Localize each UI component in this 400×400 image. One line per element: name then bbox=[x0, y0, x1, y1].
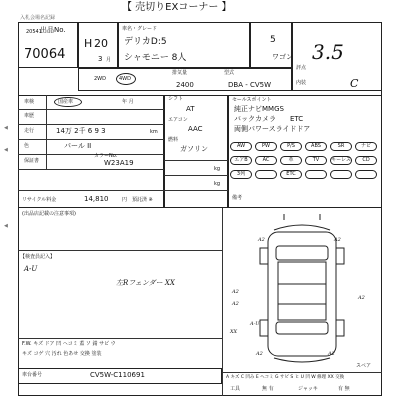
era: H bbox=[84, 37, 93, 50]
equipment-chip: ABS bbox=[305, 142, 327, 151]
inspection-label: 車検 bbox=[24, 99, 35, 105]
margin-marks-2: ◀ bbox=[4, 147, 8, 153]
damage-mark-1: A2 bbox=[258, 237, 265, 243]
chassis-number: CV5W-C110691 bbox=[90, 371, 145, 379]
equipment-chip: エアB bbox=[230, 156, 252, 165]
fuel-value: ガソリン bbox=[180, 145, 208, 153]
equipment-chip bbox=[355, 170, 377, 179]
weight-unit-1: kg bbox=[214, 166, 221, 172]
inspector-footer-2: キズ コゲ 穴 汚れ 色あせ 交換 塗装 bbox=[22, 351, 102, 357]
rear-bumper bbox=[274, 358, 330, 362]
inspector-note-1: A-U bbox=[24, 265, 38, 273]
recycle-unit: 円 bbox=[122, 197, 128, 203]
rear-window bbox=[276, 322, 328, 334]
equipment-chip: AW bbox=[230, 142, 252, 151]
mileage-label: 走行 bbox=[24, 128, 35, 134]
inspector-label: 【検査員記入】 bbox=[20, 254, 56, 260]
damage-mark-9: A-U bbox=[250, 321, 260, 327]
body-type: ワゴン bbox=[272, 53, 293, 61]
spare-label: スペア bbox=[356, 363, 372, 369]
wheel-front-right bbox=[336, 248, 344, 264]
damage-mark-3: A2 bbox=[232, 289, 239, 295]
sales-point-3: 両側パワースライドドア bbox=[234, 125, 311, 133]
damage-mark-8: XX bbox=[230, 329, 238, 335]
chassis-label: 車台番号 bbox=[22, 372, 43, 378]
equipment-chip: CD bbox=[355, 156, 377, 165]
margin-marks: ◀ bbox=[4, 125, 8, 131]
sales-note-label: 備考 bbox=[232, 195, 243, 201]
inspection-unit: 年 月 bbox=[122, 99, 134, 105]
lot-label: 出品No. bbox=[40, 26, 66, 34]
fuel-label: 燃料 bbox=[168, 137, 179, 143]
first-reg-month: 3 bbox=[98, 55, 103, 63]
lot-number: 70064 bbox=[24, 47, 66, 62]
equipment-chip: ナビ bbox=[355, 142, 377, 151]
doors: 5 bbox=[270, 35, 276, 45]
ac-value: AAC bbox=[188, 125, 203, 133]
car-name: デリカD:5 bbox=[124, 37, 167, 47]
equipment-chip bbox=[255, 170, 277, 179]
wheel-front-left bbox=[260, 248, 268, 264]
equipment-chip: キーレス bbox=[331, 157, 351, 163]
equipment-chip: ETC bbox=[280, 170, 302, 179]
equipment-chip: PW bbox=[255, 142, 277, 151]
recycle-value: 14,810 bbox=[84, 195, 109, 203]
vehicle-diagram bbox=[224, 212, 380, 372]
damage-mark-6: A2 bbox=[256, 351, 263, 357]
equipment-chip bbox=[330, 170, 352, 179]
drive-4wd: 4WD bbox=[119, 76, 131, 82]
tools-value: 無 有 bbox=[262, 386, 274, 392]
sales-point-2: バックカメラ ETC bbox=[234, 115, 304, 123]
equipment-chip: SR bbox=[330, 142, 352, 151]
damage-mark-5: A2 bbox=[358, 295, 365, 301]
lot-prefix: 20541 bbox=[26, 29, 42, 35]
mileage-unit: km bbox=[150, 129, 158, 135]
color-label: 色 bbox=[24, 143, 30, 149]
damage-mark-4: A2 bbox=[232, 301, 239, 307]
jack-value: 有 無 bbox=[338, 386, 350, 392]
weight-unit-2: kg bbox=[214, 181, 221, 187]
equipment-chip: 3列 bbox=[230, 170, 252, 179]
drive-2wd: 2WD bbox=[94, 76, 106, 82]
interior-score: C bbox=[350, 77, 359, 90]
tools-label: 工具 bbox=[230, 386, 241, 392]
color-value: パール II bbox=[64, 142, 92, 150]
score-label: 評点 bbox=[296, 65, 307, 71]
spec-table bbox=[18, 95, 164, 208]
month-unit: 月 bbox=[106, 57, 112, 63]
mileage-value: 14万 2千 6 9 3 bbox=[56, 127, 106, 135]
shift-label: シフト bbox=[168, 96, 184, 102]
venue-record-label: 入札会場名記録 bbox=[20, 15, 56, 21]
equipment-chip: P/S bbox=[280, 142, 302, 151]
equipment-chip: 革 bbox=[280, 156, 302, 165]
ac-label: エアコン bbox=[168, 117, 188, 123]
history-label: 車歴 bbox=[24, 113, 35, 119]
recycle-label: リサイクル料金 bbox=[22, 197, 57, 203]
windshield bbox=[276, 246, 328, 260]
grade-score: 3.5 bbox=[312, 40, 344, 64]
doors-box bbox=[250, 22, 292, 68]
other-label: 保証書 bbox=[24, 158, 40, 164]
color-code-label: カラーNo. bbox=[94, 153, 118, 159]
model-label: 型式 bbox=[224, 70, 235, 76]
model-year: 20 bbox=[94, 37, 108, 50]
damage-legend: A キズ C 凹み E ヘコミ G サビ S ヒ U 凹 W 修理 XX 交換 bbox=[226, 375, 345, 380]
equipment-chip: AC bbox=[255, 156, 277, 165]
inspector-note-2: 左Rフェンダー XX bbox=[116, 279, 175, 287]
equipment-chip bbox=[305, 170, 327, 179]
wheel-rear-left bbox=[260, 320, 268, 336]
sales-points-label: セールスポイント bbox=[232, 97, 272, 103]
displacement-label: 排気量 bbox=[172, 70, 188, 76]
jack-label: ジャッキ bbox=[298, 386, 318, 392]
displacement: 2400 bbox=[176, 81, 194, 89]
damage-mark-2: A2 bbox=[334, 237, 341, 243]
notes-label: (出品店記載の注意事項) bbox=[22, 211, 76, 217]
interior-label: 内装 bbox=[296, 80, 307, 86]
sales-point-1: 純正ナビMMGS bbox=[234, 105, 284, 113]
front-bumper bbox=[274, 225, 330, 230]
damage-mark-7: A2 bbox=[328, 351, 335, 357]
margin-marks-3: ◀ bbox=[4, 223, 8, 229]
equipment-chip: TV bbox=[305, 156, 327, 165]
wheel-rear-right bbox=[336, 320, 344, 336]
recycle-note: 預託済 ※ bbox=[132, 197, 153, 203]
inspection-value: 国産車 bbox=[58, 99, 74, 105]
shift-value: AT bbox=[186, 105, 195, 113]
banner-title: 【 売切りEXコーナー 】 bbox=[122, 2, 232, 13]
model-code: DBA - CV5W bbox=[228, 81, 272, 89]
grade: シャモニー 8人 bbox=[124, 53, 187, 63]
roof bbox=[278, 262, 326, 320]
inspector-footer: F.W. キズ ドア 凹 ヘコミ 蓋 ソ 錆 サビ ウ bbox=[22, 341, 116, 347]
equipment-chips bbox=[230, 142, 380, 186]
color-code: W23A19 bbox=[104, 159, 134, 167]
car-name-label: 車名・グレード bbox=[122, 26, 158, 32]
